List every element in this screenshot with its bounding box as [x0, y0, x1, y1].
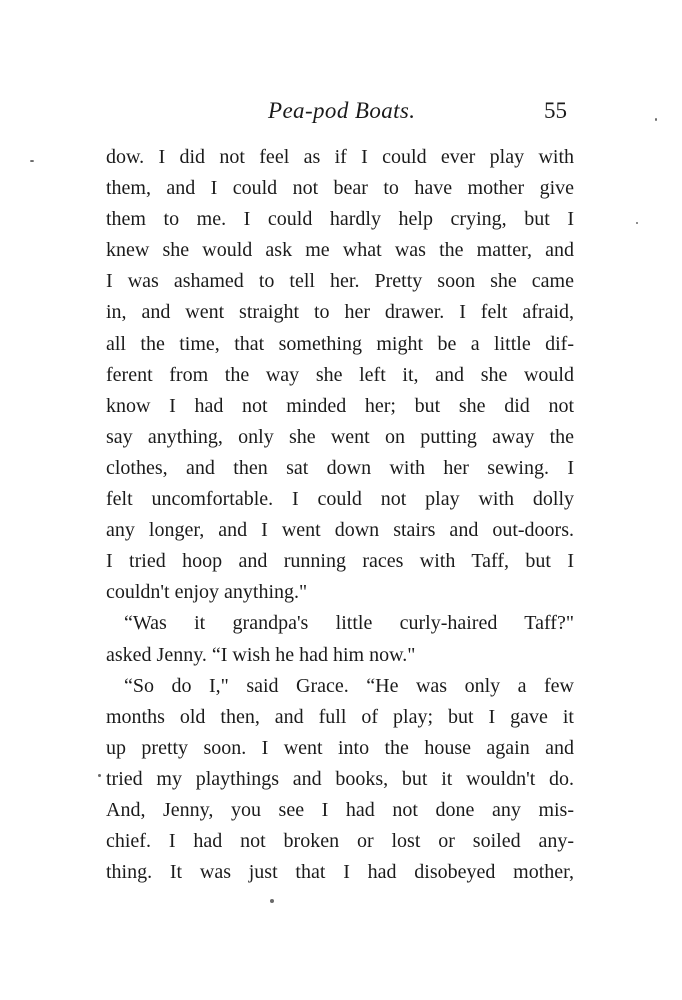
body-text [106, 142, 574, 888]
text-line: And, Jenny, you see I had not done any mis- [106, 798, 574, 821]
page-speck [655, 118, 657, 121]
page-speck [98, 774, 101, 777]
text-line: thing. It was just that I had disobeyed mother, [106, 861, 574, 884]
text-line: tried my playthings and books, but it wouldn't do. [106, 767, 574, 790]
text-line: I tried hoop and running races with Taff, but I [106, 550, 574, 573]
text-line: any longer, and I went down stairs and out-doors. [106, 519, 574, 542]
page-number: 55 [544, 98, 567, 123]
text-line: in, and went straight to her drawer. I felt afraid, [106, 301, 574, 324]
text-line: dow. I did not feel as if I could ever play with [106, 146, 574, 168]
text-line: knew she would ask me what was the matter, and [106, 239, 574, 262]
text-line: know I had not minded her; but she did not [106, 394, 574, 417]
text-line: all the time, that something might be a little dif- [106, 332, 574, 355]
text-line: I was ashamed to tell her. Pretty soon she came [106, 270, 574, 293]
running-title: Pea-pod Boats. [268, 98, 416, 123]
text-line: clothes, and then sat down with her sewing. I [106, 456, 574, 479]
page-speck [30, 160, 34, 162]
text-line: couldn't enjoy anything." [106, 581, 308, 604]
text-line: them, and I could not bear to have mother give [106, 177, 574, 200]
page-speck [636, 222, 638, 224]
page-speck [270, 899, 274, 903]
text-line: felt uncomfortable. I could not play with dolly [106, 488, 574, 511]
text-line: up pretty soon. I went into the house again and [106, 736, 574, 759]
text-line: asked Jenny. “I wish he had him now." [106, 643, 416, 666]
text-line: chief. I had not broken or lost or soiled any- [106, 830, 574, 853]
text-line: say anything, only she went on putting away the [106, 425, 574, 448]
text-line: ferent from the way she left it, and she would [106, 363, 574, 386]
text-line: “Was it grandpa's little curly-haired Taff?" [124, 612, 574, 635]
text-line: them to me. I could hardly help crying, but I [106, 208, 574, 231]
running-head [0, 98, 682, 134]
text-line: “So do I," said Grace. “He was only a few [124, 674, 574, 697]
text-line: months old then, and full of play; but I gave it [106, 705, 574, 728]
